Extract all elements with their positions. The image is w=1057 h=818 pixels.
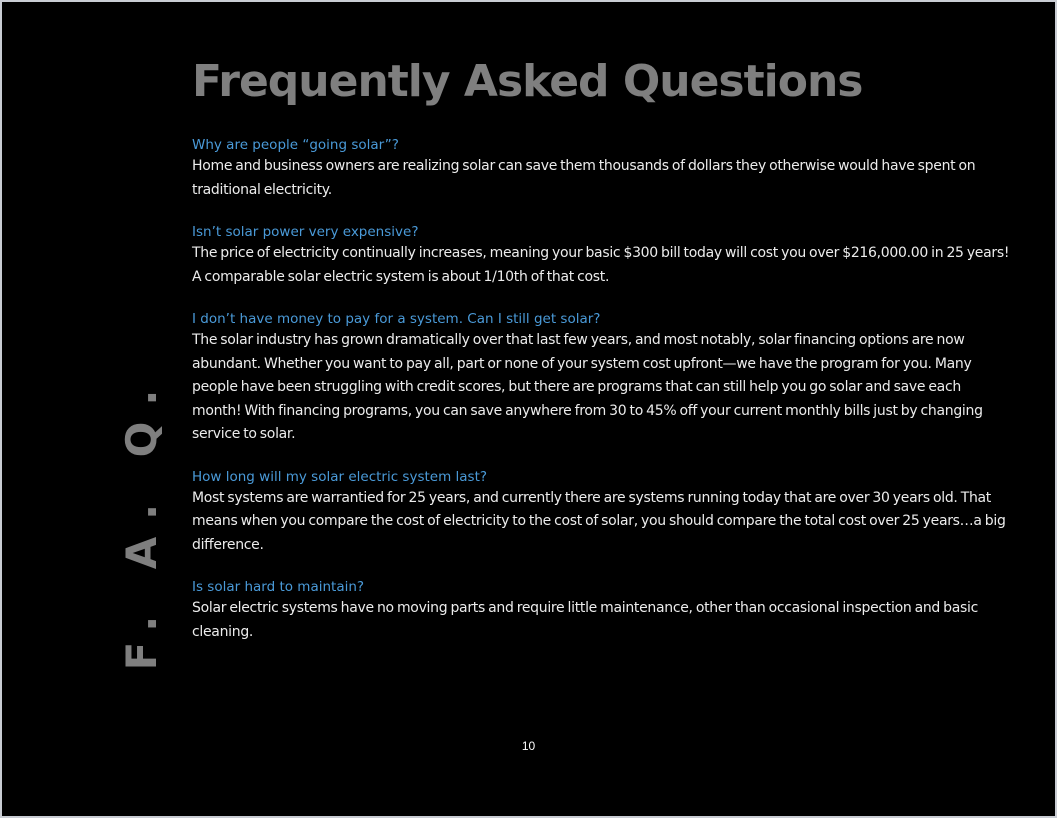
- faq-question: I don’t have money to pay for a system. Can I still get solar?: [192, 311, 601, 327]
- faq-answer: The price of electricity continually increases, meaning your basic $300 bill today will cost you over $216,000.00 in 25 years! A comparable solar electric system is about 1/10th of that cost.: [192, 245, 1010, 285]
- faq-question: Is solar hard to maintain?: [192, 579, 365, 595]
- document-page: [2, 2, 1055, 816]
- page-number: 10: [521, 739, 536, 753]
- faq-question: How long will my solar electric system last?: [192, 468, 488, 485]
- faq-item: [192, 309, 1012, 447]
- faq-item: [192, 577, 1012, 644]
- faq-side-label: F. A. Q.: [117, 373, 166, 671]
- faq-item: [192, 467, 1012, 558]
- faq-answer: Most systems are warrantied for 25 years, and currently there are systems running today that are over 30 years old. That means when you compare the cost of electricity to the cost of solar, you should compare the total cost over 25 years…a big difference.: [192, 489, 1006, 553]
- faq-question: Why are people “going solar”?: [192, 137, 399, 153]
- faq-item: [192, 135, 1012, 202]
- faq-answer: The solar industry has grown dramatically over that last few years, and most notably, solar financing options are now abundant. Whether you want to pay all, part or none of your system cost upfront—we have the program for you. Many people have been struggling with credit scores, but there are programs that can still help you go solar and save each month! With financing programs, you can save anywhere from 30 to 45% off your current monthly bills just by changing service to solar.: [192, 332, 983, 442]
- faq-answer: Home and business owners are realizing solar can save them thousands of dollars they otherwise would have spent on traditional electricity.: [192, 158, 976, 198]
- faq-question: Isn’t solar power very expensive?: [192, 224, 419, 240]
- faq-item: [192, 222, 1012, 289]
- page-title: Frequently Asked Questions: [192, 56, 863, 107]
- faq-list: [192, 135, 1012, 664]
- faq-answer: Solar electric systems have no moving parts and require little maintenance, other than occasional inspection and basic cleaning.: [192, 600, 979, 640]
